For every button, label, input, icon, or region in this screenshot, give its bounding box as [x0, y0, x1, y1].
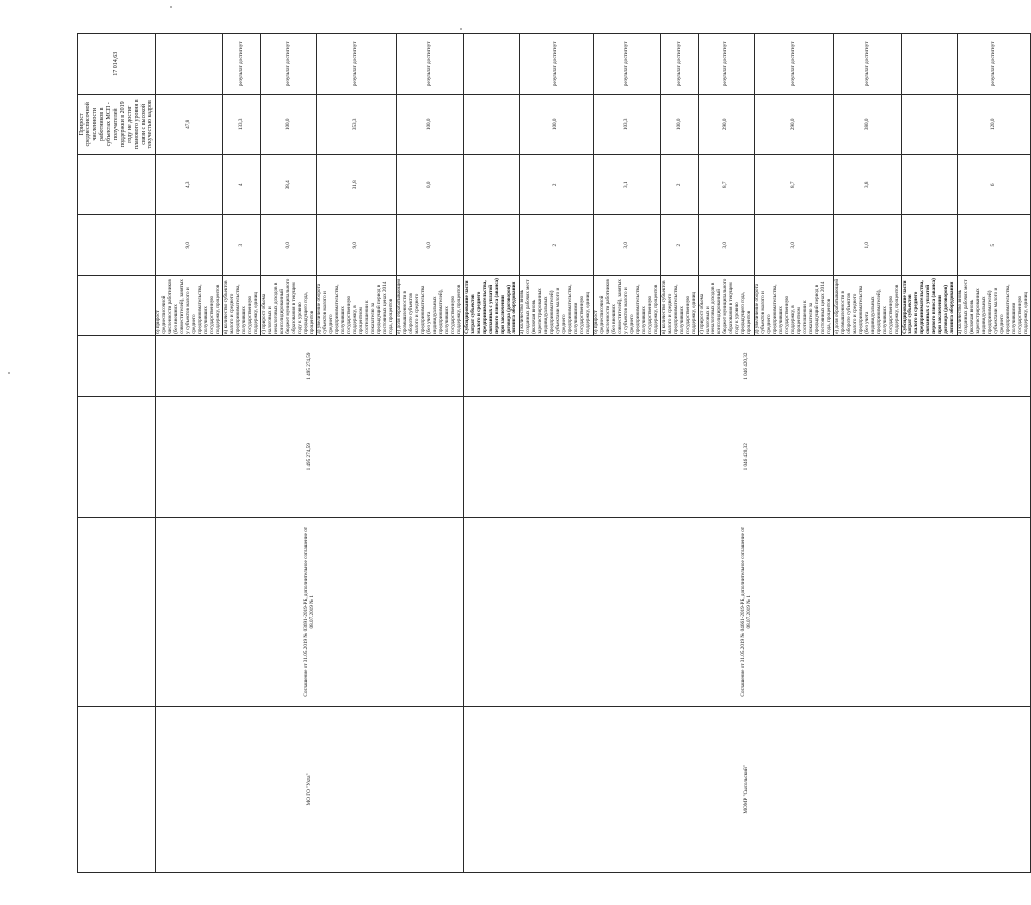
- fact-value: 8,7: [699, 155, 755, 215]
- header-note: Прирост среднесписочной численности работников в субъектах МСП - получателей поддержки в 2019 году не достиг планового уровня в связи с высокой текучестью кадров: [78, 94, 156, 154]
- percent-value: 100,0: [396, 94, 464, 154]
- fact-value: 4: [223, 155, 261, 215]
- agreement-cell: Соглашение от 31.05.2019 № 04661-2019-РБ, дополнительное соглашение от 08.07.2019 № 1: [464, 517, 1031, 706]
- header-cell-empty: [78, 215, 156, 275]
- result-text: результат достигнут: [519, 34, 593, 95]
- result-text: результат достигнут: [316, 34, 396, 95]
- percent-value: 100,0: [661, 94, 699, 154]
- header-cell-empty: [78, 396, 156, 517]
- scan-speck: [460, 28, 462, 30]
- fact-value: 8,7: [754, 155, 834, 215]
- scan-speck: [8, 372, 10, 374]
- header-cell-empty: [78, 275, 156, 335]
- fact-value: 3,8: [834, 155, 902, 215]
- fact-value: [464, 155, 520, 215]
- plan-value: 9,0: [316, 215, 396, 275]
- plan-value: 5: [957, 215, 1031, 275]
- result-text: [464, 34, 520, 95]
- plan-value: 3: [223, 215, 261, 275]
- header-cell-empty: [78, 155, 156, 215]
- result-text: результат достигнут: [957, 34, 1031, 95]
- plan-value: 3,0: [699, 215, 755, 275]
- result-text: результат достигнут: [699, 34, 755, 95]
- fact-value: 31,8: [316, 155, 396, 215]
- indicator-text: е) доля обрабатывающей промышленности в обороте субъектов малого и среднего предпринимательства (без учета индивидуальных предпринимателей), получивших государственную поддержку, процентов: [396, 275, 464, 335]
- result-text: результат достигнут: [754, 34, 834, 95]
- plan-value: 1,0: [834, 215, 902, 275]
- header-cell-empty: [78, 706, 156, 872]
- total-value: 17 014,63: [78, 34, 156, 95]
- result-text: результат достигнут: [834, 34, 902, 95]
- indicator-text: г) прирост объема налоговых и неналоговых доходов в консолидированный бюджет муниципального образования в текущем году к уровню предыдущего года, процентов: [261, 275, 317, 335]
- plan-value: [902, 215, 958, 275]
- indicator-text: б) прирост среднесписочной численности работников (без внешних совместителей), занятых у субъектов малого и среднего предпринимательства, получивших государственную поддержку, процентов: [155, 275, 223, 335]
- indicator-text: а) количество вновь созданных рабочих мест (включая вновь зарегистрированных индивидуальных предпринимателей) субъектами малого и среднего предпринимательства, получившими государственную поддержку, единиц: [957, 275, 1031, 335]
- report-table: [77, 33, 1031, 873]
- fact-value: 4,3: [155, 155, 223, 215]
- plan-value: [464, 215, 520, 275]
- indicator-text: г) прирост объема налоговых и неналоговых доходов в консолидированный бюджет муниципального образования в текущем году к уровню предыдущего года, процентов: [699, 275, 755, 335]
- percent-value: 290,0: [699, 94, 755, 154]
- amount-allocated: 1 046 420,32: [464, 396, 1031, 517]
- scan-speck: [170, 6, 172, 8]
- result-text: результат достигнут: [661, 34, 699, 95]
- indicator-text: е) доля обрабатывающей промышленности в обороте субъектов малого и среднего предпринимательства (без учета индивидуальных предпринимателей), получивших государственную поддержку, процентов: [834, 275, 902, 335]
- result-text: результат достигнут: [261, 34, 317, 95]
- header-cell-empty: [78, 517, 156, 706]
- plan-value: 3,0: [754, 215, 834, 275]
- fact-value: [902, 155, 958, 215]
- amount-allocated: 1 495 274,59: [155, 396, 463, 517]
- percent-value: 47,8: [155, 94, 223, 154]
- plan-value: 3,0: [593, 215, 661, 275]
- fact-value: 2: [661, 155, 699, 215]
- rotated-table-wrapper: [77, 33, 1029, 873]
- percent-value: 133,3: [223, 94, 261, 154]
- indicator-text: а) количество вновь созданных рабочих мест (включая вновь зарегистрированных индивидуальных предпринимателей) субъектами малого и среднего предпринимательства, получившими государственную поддержку, единиц: [519, 275, 593, 335]
- fact-value: 0,0: [396, 155, 464, 215]
- fact-value: 38,4: [261, 155, 317, 215]
- indicator-text: в) количество субъектов малого и среднего предпринимательства, получивших государственную поддержку, единиц: [223, 275, 261, 335]
- plan-value: 0,0: [396, 215, 464, 275]
- plan-value: 2: [519, 215, 593, 275]
- indicator-text: д) увеличение оборота субъектов малого и среднего предпринимательства, получивших государственную поддержку, в процентном соотношении к показателю за предыдущий период в постоянных ценах 2014 года, процентов: [754, 275, 834, 335]
- plan-value: 2: [661, 215, 699, 275]
- indicator-text: Субсидирование части затрат субъектов малого и среднего предпринимательства, связанных с уплатой первого взноса (аванса) при заключении договора (договоров) лизинга оборудования: [902, 275, 958, 335]
- percent-value: [464, 94, 520, 154]
- percent-value: [902, 94, 958, 154]
- fact-value: 2: [519, 155, 593, 215]
- plan-value: 0,0: [261, 215, 317, 275]
- amount-used: 1 495 274,59: [155, 336, 463, 396]
- percent-value: 380,0: [834, 94, 902, 154]
- table-row: [464, 34, 520, 873]
- indicator-text: в) количество субъектов малого и среднего предпринимательства, получивших государственную поддержку, единиц: [661, 275, 699, 335]
- result-text: результат достигнут: [396, 34, 464, 95]
- percent-value: 100,0: [261, 94, 317, 154]
- header-cell-empty: [78, 336, 156, 396]
- result-text: результат достигнут: [593, 34, 661, 95]
- indicator-text: Субсидирование части затрат субъектов малого и среднего предпринимательства, связанных с уплатой первого взноса (аванса) при заключении договора (договоров) лизинга оборудования: [464, 275, 520, 335]
- percent-value: 353,3: [316, 94, 396, 154]
- municipality-name: МО ГО "Ухта": [155, 706, 463, 872]
- result-text: результат достигнут: [223, 34, 261, 95]
- indicator-text: б) прирост среднесписочной численности работников (без внешних совместителей), занятых у субъектов малого и среднего предпринимательства, получивших государственную поддержку, процентов: [593, 275, 661, 335]
- indicator-text: д) увеличение оборота субъектов малого и среднего предпринимательства, получивших государственную поддержку, в процентном соотношении к показателю за предыдущий период в постоянных ценах 2014 года, процентов: [316, 275, 396, 335]
- percent-value: 100,0: [519, 94, 593, 154]
- result-text: [902, 34, 958, 95]
- percent-value: 120,0: [957, 94, 1031, 154]
- result-text: [155, 34, 223, 95]
- percent-value: 103,3: [593, 94, 661, 154]
- fact-value: 6: [957, 155, 1031, 215]
- table-row: [155, 34, 223, 873]
- percent-value: 290,0: [754, 94, 834, 154]
- agreement-cell: Соглашение от 31.05.2019 № 03691-2019-РБ, дополнительное соглашение от 08.07.2019 № 1: [155, 517, 463, 706]
- municipality-name: МОМР "Сысольский": [464, 706, 1031, 872]
- fact-value: 3,1: [593, 155, 661, 215]
- plan-value: 9,0: [155, 215, 223, 275]
- header-row: [78, 34, 156, 873]
- amount-used: 1 046 420,32: [464, 336, 1031, 396]
